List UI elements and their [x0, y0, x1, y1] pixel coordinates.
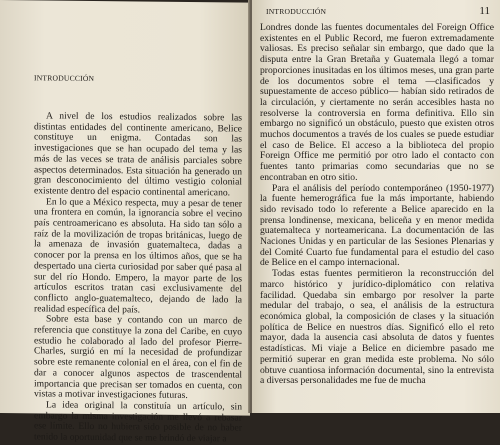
right-page-header [266, 5, 490, 17]
right-page [252, 0, 500, 413]
paragraph: La idea original la constituía un artículo, sin embargo la misma investigación me llevó a rebasar ese límite. Ello no hubiera sido posible de no haber tenido la oportunidad que se me brindó de viajar a [34, 399, 242, 445]
paragraph: A nivel de los estudios realizados sobre las distintas entidades del continente americano, Belice constituye un enigma. Contadas son las investigaciones que se han ocupado del tema y las más de las veces se trata de análisis parciales sobre aspectos determinados. Esta situación ha generado un gran desconocimiento del último vestigio colonial existente dentro del espacio continental americano. [34, 110, 242, 199]
paragraph: Sobre esta base y contando con un marco de referencia que constituye la zona del Caribe, en cuyo estudio he colaborado al lado del profesor Pierre-Charles, surgió en mí la necesidad de profundizar sobre este remanente colonial en el área, con el fin de dar a conocer algunos aspectos de trascendental importancia que precisan ser tomados en cuenta, con vistas a motivar investigaciones futuras. [34, 313, 242, 402]
right-running-head: INTRODUCCIÓN [266, 7, 327, 16]
left-running-head: INTRODUCCIÓN [34, 73, 95, 83]
right-page-body [260, 23, 494, 387]
paragraph: Para el análisis del período contemporáneo (1950-1977) la fuente hemerográfica fue la más importante, habiendo sido revisado todo lo referente a Belice aparecido en la prensa londinense, mexicana, beliceña y en menor medida guatemalteca y norteamericana. La documentación de las Naciones Unidas y en particular de las Sesiones Plenarias y del Comité Cuarto fue fundamental para el estudio del caso de Belice en el campo internacional. [260, 182, 494, 269]
paragraph: En lo que a México respecta, muy a pesar de tener una frontera en común, la ignorancia sobre el vecino país centroamericano es absoluta. Ha sido tan sólo a raíz de la movilización de tropas británicas, luego de la amenaza de invasión guatemalteca, dadas a conocer por la prensa en los últimos años, que se ha despertado una cierta curiosidad por saber qué pasa al sur del río Hondo. Empero, la mayor parte de los artículos escritos tratan casi exclusivamente del conflicto anglo-guatemalteco, dejando de lado la realidad específica del país. [34, 196, 242, 316]
paragraph: Londres donde las fuentes documentales del Foreign Office existentes en el Public Record, me fueron extremadamente valiosas. Es preciso señalar sin embargo, que dado que la disputa entre la Gran Bretaña y Guatemala llegó a tomar proporciones inusitadas en los últimos meses, una gran parte de los documentos sobre el tema —clasificados y supuestamente de acceso público— habían sido retirados de la circulación, y ciertamente no serán accesibles hasta no resolverse la controversia en forma definitiva. Ello sin embargo no significó un obstáculo, puesto que existen otros muchos documentos a través de los cuales se puede estudiar el caso de Belice. El acceso a la biblioteca del propio Foreign Office me permitió por otro lado el contacto con fuentes tanto primarias como secundarias que no se encontraban en otro sitio. [260, 22, 494, 183]
page-number: 11 [479, 5, 490, 17]
left-page-body [34, 111, 242, 445]
paragraph: Todas estas fuentes permitieron la reconstrucción del marco histórico y jurídico-diplomático con relativa facilidad. Quedaba sin embargo por resolver la parte medular del trabajo, o sea, el análisis de la estructura económica global, la composición de clases y la situación política de Belice en nuestros días. Significó ello el reto mayor, dada la ausencia casi absoluta de datos y fuentes estadísticas. Mi viaje a Belice en diciembre pasado me permitió superar en gran medida este problema. No sólo obtuve cuantiosa información documental, sino la entrevista a diversas personalidades me fue de mucha [260, 268, 494, 387]
